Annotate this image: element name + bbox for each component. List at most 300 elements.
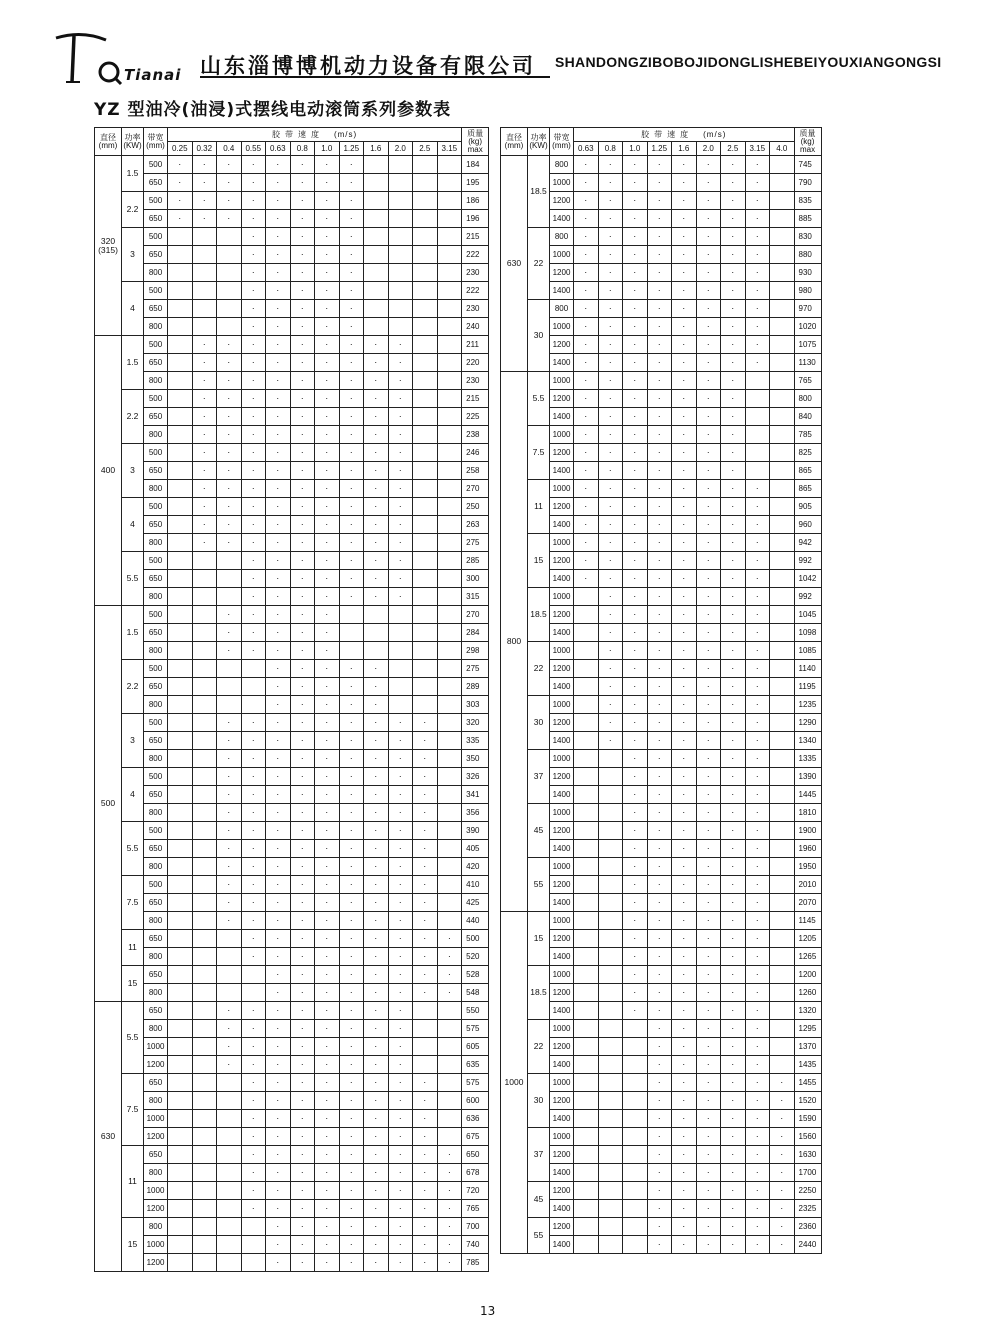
speed-cell (623, 1218, 648, 1236)
speed-cell (598, 948, 623, 966)
table-row (95, 642, 489, 660)
belt-width-cell: 1200 (550, 606, 574, 624)
speed-cell (192, 732, 217, 750)
table-row (501, 318, 822, 336)
speed-cell: · (290, 1200, 315, 1218)
speed-cell: · (721, 822, 746, 840)
speed-cell: · (696, 444, 721, 462)
speed-cell (574, 606, 599, 624)
belt-width-cell: 650 (144, 570, 168, 588)
speed-cell: · (745, 696, 770, 714)
speed-cell: · (339, 1218, 364, 1236)
speed-cell: · (266, 660, 291, 678)
mass-cell: 220 (462, 354, 489, 372)
speed-cell: · (241, 210, 266, 228)
speed-cell (413, 444, 438, 462)
belt-width-cell: 1200 (144, 1128, 168, 1146)
speed-cell: · (647, 210, 672, 228)
belt-width-cell: 1200 (550, 552, 574, 570)
speed-cell: · (388, 534, 413, 552)
speed-cell: · (696, 930, 721, 948)
speed-cell: · (315, 444, 340, 462)
speed-cell: · (574, 462, 599, 480)
speed-cell: · (745, 678, 770, 696)
speed-cell: · (413, 750, 438, 768)
speed-cell: · (672, 156, 697, 174)
mass-cell: 550 (462, 1002, 489, 1020)
speed-cell: · (266, 246, 291, 264)
speed-cell: · (241, 426, 266, 444)
speed-cell (413, 408, 438, 426)
speed-cell (413, 570, 438, 588)
speed-cell (574, 876, 599, 894)
power-cell: 18.5 (528, 156, 550, 228)
belt-width-cell: 800 (550, 156, 574, 174)
speed-cell: · (364, 876, 389, 894)
speed-cell (413, 228, 438, 246)
belt-width-cell: 1400 (550, 1236, 574, 1254)
speed-cell: · (217, 624, 242, 642)
speed-cell: · (290, 894, 315, 912)
speed-cell: · (598, 480, 623, 498)
speed-cell: · (168, 156, 193, 174)
speed-cell: · (241, 462, 266, 480)
speed-cell: · (721, 300, 746, 318)
speed-cell (770, 966, 795, 984)
speed-cell: · (339, 894, 364, 912)
speed-cell: · (745, 192, 770, 210)
belt-width-cell: 1000 (550, 1128, 574, 1146)
speed-cell: · (388, 426, 413, 444)
speed-cell: · (339, 444, 364, 462)
speed-cell: · (623, 876, 648, 894)
speed-cell: · (339, 786, 364, 804)
table-row (95, 840, 489, 858)
belt-width-cell: 500 (144, 606, 168, 624)
speed-cell: · (721, 804, 746, 822)
belt-width-cell: 650 (144, 408, 168, 426)
speed-cell: · (672, 624, 697, 642)
speed-cell: · (315, 750, 340, 768)
speed-cell: · (647, 768, 672, 786)
speed-cell: · (623, 696, 648, 714)
speed-cell: · (290, 318, 315, 336)
speed-cell (168, 984, 193, 1002)
speed-cell: · (388, 768, 413, 786)
speed-cell: · (364, 588, 389, 606)
speed-cell: · (339, 210, 364, 228)
speed-cell: · (647, 1200, 672, 1218)
speed-cell (168, 1200, 193, 1218)
diameter-cell (95, 336, 122, 606)
speed-cell (168, 588, 193, 606)
speed-cell: · (364, 714, 389, 732)
speed-cell (770, 282, 795, 300)
belt-width-cell: 1200 (550, 822, 574, 840)
speed-cell: · (339, 516, 364, 534)
speed-cell: · (696, 840, 721, 858)
mass-cell: 528 (462, 966, 489, 984)
mass-cell: 675 (462, 1128, 489, 1146)
speed-cell: · (241, 750, 266, 768)
speed-cell: · (745, 1074, 770, 1092)
speed-cell (437, 588, 462, 606)
speed-cell (574, 858, 599, 876)
speed-cell: · (315, 246, 340, 264)
speed-cell: · (696, 228, 721, 246)
speed-cell: · (574, 516, 599, 534)
speed-cell: · (696, 804, 721, 822)
speed-cell: · (266, 1218, 291, 1236)
speed-cell: · (339, 858, 364, 876)
speed-cell (192, 318, 217, 336)
table-row (95, 1056, 489, 1074)
speed-cell: · (696, 1038, 721, 1056)
speed-cell (437, 804, 462, 822)
belt-width-cell: 1000 (144, 1038, 168, 1056)
speed-cell: · (339, 534, 364, 552)
speed-cell: · (339, 984, 364, 1002)
speed-cell: · (388, 822, 413, 840)
speed-cell (217, 1128, 242, 1146)
mass-cell: 300 (462, 570, 489, 588)
speed-cell (413, 1038, 438, 1056)
speed-cell (364, 606, 389, 624)
speed-cell: · (364, 804, 389, 822)
mass-cell: 2010 (794, 876, 821, 894)
speed-cell: · (315, 1182, 340, 1200)
speed-cell: · (745, 282, 770, 300)
speed-cell: · (745, 156, 770, 174)
belt-width-cell: 650 (144, 210, 168, 228)
table-row (95, 930, 489, 948)
table-row (501, 534, 822, 552)
speed-cell: · (574, 264, 599, 282)
speed-cell: · (598, 732, 623, 750)
speed-cell: · (388, 516, 413, 534)
speed-cell (413, 246, 438, 264)
speed-cell (192, 894, 217, 912)
page-number: 13 (480, 1304, 496, 1318)
table-row (501, 444, 822, 462)
speed-cell: · (672, 876, 697, 894)
speed-cell: · (266, 732, 291, 750)
speed-cell: · (315, 912, 340, 930)
belt-width-cell: 1200 (550, 1218, 574, 1236)
speed-cell: · (364, 822, 389, 840)
speed-cell (437, 660, 462, 678)
speed-cell: · (598, 192, 623, 210)
speed-cell: · (647, 228, 672, 246)
speed-cell (598, 1236, 623, 1254)
speed-cell (574, 930, 599, 948)
speed-cell: · (672, 660, 697, 678)
speed-cell: · (290, 858, 315, 876)
speed-cell: · (598, 516, 623, 534)
speed-cell: · (647, 1182, 672, 1200)
speed-cell (217, 1200, 242, 1218)
speed-cell: · (696, 894, 721, 912)
belt-width-cell: 800 (144, 480, 168, 498)
speed-header: 0.63 (266, 142, 291, 156)
speed-cell: · (696, 588, 721, 606)
table-row (501, 822, 822, 840)
mass-cell: 992 (794, 588, 821, 606)
speed-cell: · (745, 228, 770, 246)
mass-cell: 930 (794, 264, 821, 282)
speed-cell: · (266, 516, 291, 534)
speed-cell (241, 1218, 266, 1236)
table-row (501, 264, 822, 282)
speed-cell: · (315, 1146, 340, 1164)
speed-cell (217, 930, 242, 948)
speed-cell (168, 786, 193, 804)
speed-cell (192, 768, 217, 786)
belt-width-cell: 1400 (550, 1056, 574, 1074)
speed-cell: · (672, 1128, 697, 1146)
speed-cell (770, 1056, 795, 1074)
speed-cell: · (745, 750, 770, 768)
speed-cell: · (339, 1020, 364, 1038)
table-row (95, 1002, 489, 1020)
belt-width-cell: 800 (144, 642, 168, 660)
speed-cell (745, 462, 770, 480)
belt-width-cell: 800 (144, 1164, 168, 1182)
speed-cell (413, 480, 438, 498)
speed-cell (168, 624, 193, 642)
speed-cell: · (388, 804, 413, 822)
belt-width-cell: 1200 (550, 192, 574, 210)
speed-cell (598, 822, 623, 840)
power-cell: 3 (122, 228, 144, 282)
mass-cell: 1295 (794, 1020, 821, 1038)
table-row (95, 444, 489, 462)
speed-cell: · (241, 1056, 266, 1074)
mass-cell: 1340 (794, 732, 821, 750)
speed-cell (241, 660, 266, 678)
diameter-value: 1000 (504, 1077, 524, 1088)
speed-cell: · (696, 426, 721, 444)
table-row (95, 822, 489, 840)
belt-width-cell: 650 (144, 840, 168, 858)
speed-cell: · (315, 822, 340, 840)
speed-cell (574, 714, 599, 732)
speed-cell: · (241, 390, 266, 408)
speed-cell: · (413, 894, 438, 912)
speed-cell: · (364, 444, 389, 462)
speed-cell (217, 228, 242, 246)
speed-cell: · (241, 300, 266, 318)
speed-cell: · (315, 624, 340, 642)
speed-cell: · (315, 606, 340, 624)
speed-cell (241, 1254, 266, 1272)
mass-cell: 263 (462, 516, 489, 534)
speed-cell: · (241, 174, 266, 192)
speed-cell: · (339, 318, 364, 336)
speed-cell: · (696, 876, 721, 894)
speed-cell (388, 210, 413, 228)
speed-cell (437, 498, 462, 516)
speed-cell (168, 444, 193, 462)
speed-cell: · (745, 264, 770, 282)
speed-cell (192, 786, 217, 804)
mass-cell: 765 (462, 1200, 489, 1218)
speed-cell: · (241, 1074, 266, 1092)
table-row (95, 498, 489, 516)
belt-width-cell: 1000 (550, 1020, 574, 1038)
mass-cell: 835 (794, 192, 821, 210)
speed-cell: · (413, 948, 438, 966)
speed-cell (437, 408, 462, 426)
belt-width-cell: 1400 (550, 516, 574, 534)
speed-cell: · (315, 156, 340, 174)
speed-cell: · (696, 552, 721, 570)
speed-cell: · (647, 624, 672, 642)
speed-cell (574, 678, 599, 696)
header-belt-speed-unit: (m/s) (703, 129, 727, 139)
speed-cell: · (721, 1236, 746, 1254)
mass-cell: 1075 (794, 336, 821, 354)
belt-width-cell: 1200 (550, 336, 574, 354)
speed-cell (168, 462, 193, 480)
speed-cell: · (647, 1074, 672, 1092)
belt-width-cell: 1400 (550, 732, 574, 750)
power-cell: 5.5 (122, 1002, 144, 1074)
speed-cell: · (696, 570, 721, 588)
power-cell: 37 (528, 1128, 550, 1182)
belt-width-cell: 1000 (550, 174, 574, 192)
speed-cell: · (290, 1182, 315, 1200)
table-row (501, 282, 822, 300)
speed-cell: · (745, 894, 770, 912)
speed-cell: · (241, 534, 266, 552)
speed-cell: · (413, 1110, 438, 1128)
speed-cell (437, 1128, 462, 1146)
diameter-value: 630 (100, 1131, 116, 1142)
speed-cell: · (192, 372, 217, 390)
belt-width-cell: 650 (144, 1074, 168, 1092)
speed-cell (364, 156, 389, 174)
speed-cell: · (339, 408, 364, 426)
speed-cell: · (696, 1164, 721, 1182)
speed-cell: · (770, 1074, 795, 1092)
power-cell: 15 (122, 1218, 144, 1272)
belt-width-cell: 650 (144, 894, 168, 912)
speed-cell: · (574, 480, 599, 498)
speed-cell (770, 750, 795, 768)
table-row (501, 1092, 822, 1110)
speed-cell: · (745, 174, 770, 192)
speed-cell (770, 786, 795, 804)
speed-header: 3.15 (437, 142, 462, 156)
speed-cell: · (339, 1056, 364, 1074)
speed-cell (598, 768, 623, 786)
speed-cell: · (696, 1002, 721, 1020)
power-cell: 4 (122, 768, 144, 822)
speed-cell: · (413, 1146, 438, 1164)
header-power-label: 功率 (124, 132, 141, 142)
header-belt-width-label: 带宽 (553, 132, 570, 142)
speed-cell: · (721, 1182, 746, 1200)
belt-width-cell: 800 (144, 984, 168, 1002)
speed-cell: · (241, 1002, 266, 1020)
mass-cell: 275 (462, 534, 489, 552)
speed-cell: · (598, 534, 623, 552)
speed-cell: · (266, 1002, 291, 1020)
mass-cell: 196 (462, 210, 489, 228)
speed-cell (192, 246, 217, 264)
speed-cell: · (647, 660, 672, 678)
speed-cell: · (266, 1164, 291, 1182)
speed-cell: · (290, 354, 315, 372)
mass-cell: 1020 (794, 318, 821, 336)
speed-cell: · (290, 444, 315, 462)
speed-cell (192, 948, 217, 966)
speed-cell: · (290, 1146, 315, 1164)
speed-cell: · (672, 300, 697, 318)
belt-width-cell: 650 (144, 966, 168, 984)
speed-cell: · (721, 174, 746, 192)
speed-cell (598, 786, 623, 804)
speed-cell (168, 840, 193, 858)
speed-cell: · (672, 1020, 697, 1038)
speed-cell: · (647, 1020, 672, 1038)
speed-cell (364, 264, 389, 282)
speed-cell (168, 1110, 193, 1128)
table-row (501, 750, 822, 768)
speed-cell: · (672, 570, 697, 588)
table-row (95, 714, 489, 732)
table-row (501, 840, 822, 858)
speed-cell: · (437, 1182, 462, 1200)
speed-cell (217, 678, 242, 696)
speed-cell: · (241, 516, 266, 534)
table-row (95, 660, 489, 678)
speed-cell: · (290, 912, 315, 930)
speed-cell (192, 750, 217, 768)
speed-cell: · (745, 1164, 770, 1182)
speed-cell: · (745, 1092, 770, 1110)
speed-cell: · (388, 984, 413, 1002)
mass-cell: 275 (462, 660, 489, 678)
mass-cell: 960 (794, 516, 821, 534)
speed-cell (437, 1092, 462, 1110)
speed-cell: · (364, 786, 389, 804)
power-cell: 22 (528, 228, 550, 300)
speed-cell: · (696, 318, 721, 336)
speed-cell: · (266, 1146, 291, 1164)
speed-cell: · (266, 786, 291, 804)
table-row (501, 1200, 822, 1218)
speed-cell: · (388, 966, 413, 984)
speed-cell: · (266, 228, 291, 246)
speed-cell: · (315, 1128, 340, 1146)
speed-cell (168, 264, 193, 282)
speed-cell (217, 984, 242, 1002)
speed-cell (437, 534, 462, 552)
table-row (501, 390, 822, 408)
speed-cell: · (598, 174, 623, 192)
belt-width-cell: 1200 (550, 264, 574, 282)
belt-width-cell: 500 (144, 552, 168, 570)
belt-width-cell: 500 (144, 714, 168, 732)
speed-cell (437, 318, 462, 336)
speed-cell: · (315, 642, 340, 660)
speed-cell: · (364, 462, 389, 480)
speed-cell (598, 750, 623, 768)
speed-cell: · (339, 570, 364, 588)
speed-header: 1.25 (647, 142, 672, 156)
